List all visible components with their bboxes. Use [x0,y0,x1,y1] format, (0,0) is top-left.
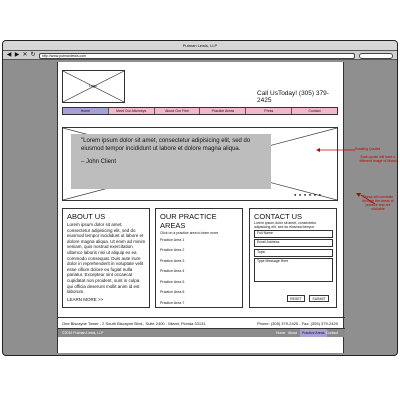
footer-address: One Biscayne Tower - 2 South Biscayne Blvd., Suite 2400 - Miami, Florida 33131 [62,321,206,326]
rotating-quotes-arrowhead [316,148,320,152]
about-text: Lorem ipsum dolor sit amet, consectetur adipisicing elit, sed do eiusmod tempor incididunt ut labore et dolore magna aliqua. Ut enim ad minim veniam, quis nostrud exercitation ullamco laboris nisi ut aliquip ex ea commodo consequat. Duis aute irure dolor in reprehenderit in voluptate velit esse cillum dolore eu fugiat nulla pariatur. Excepteur sint occaecat cupidatat non proident, sunt in culpa qui officia deserunt mollit anim id est laborum. [67,222,146,295]
nav-item-home[interactable]: Home [63,108,109,114]
contact-title: CONTACT US [254,212,303,221]
contact-subtitle: Lorem ipsum dolor sit amet, consectetur adipisicing elit, sed do eiusmod tempor [254,221,317,229]
annotation-arrows [3,41,398,356]
refresh-icon[interactable]: ↻ [30,52,36,58]
annotation-rotating-quotes: Rotating Quotes [355,147,381,151]
back-icon[interactable]: ◀ [6,52,12,58]
annotation-correlate: These will correlate through the areas of practice and are clickable [362,195,394,211]
practice-area-item[interactable]: Practice Area 1 [160,237,185,242]
nav-item-meet-our-attorneys[interactable]: Meet Our Attorneys [109,108,155,114]
quote-text: "Lorem ipsum dolor sit amet, consectetur adipisicing elit, sed do eiusmod tempor incididunt ut labore et dolore magna aliqua. [81,138,251,152]
practice-area-item[interactable]: Practice Area 5 [160,279,185,284]
browser-window [2,40,398,356]
email-field[interactable]: Email Address [254,239,333,247]
copyright-text: ©2015 Putman Lewis, LLP [62,331,104,335]
footer-link-home[interactable]: Home [276,331,286,335]
reset-button[interactable]: RESET [287,295,305,302]
quote-author: – John Client [81,159,117,165]
practice-areas-subtitle: Click on a practice area to learn more. [160,230,220,235]
nav-item-contact[interactable]: Contact [308,109,321,113]
practice-area-item[interactable]: Practice Area 6 [160,290,185,295]
call-us-phone: Call UsToday! (305) 379-2425 [257,90,329,104]
topic-field[interactable]: Topic [254,249,333,257]
logo-label: Logo [89,84,97,88]
practice-areas-title: OUR PRACTICE AREAS [160,212,217,230]
learn-more-link[interactable]: LEARN MORE >> [67,296,104,302]
annotation-each-quote: Each quote will have a different image of Miami [359,155,397,163]
practice-area-item[interactable]: Practice Area 2 [160,248,185,253]
message-field[interactable]: Type Message Here [254,258,333,282]
practice-area-item[interactable]: Practice Area 7 [160,301,185,306]
about-title: ABOUT US [67,212,106,221]
submit-button[interactable]: SUBMIT [309,295,329,302]
slider-dots[interactable]: ● ● ● ● ● ● [294,192,322,197]
footer-link-practice-areas[interactable]: Practice Areas [302,331,325,335]
nav-item-press[interactable]: Press [246,108,292,114]
practice-area-item[interactable]: Practice Area 4 [160,269,185,274]
footer-link-contact[interactable]: Contact [326,331,339,335]
nav-item-about-our-firm[interactable]: About Our Firm [155,108,201,114]
full-name-field[interactable]: Full Name [254,230,333,238]
practice-area-item[interactable]: Practice Area 3 [160,258,185,263]
url-input[interactable]: http://www.putmanlewis.com [39,53,355,59]
nav-item-practice-areas[interactable]: Practice Areas [200,108,246,114]
stop-icon[interactable]: ✕ [22,52,28,58]
footer-phone: Phone: (305) 379-2425 - Fax: (305) 379-2420 [257,321,338,326]
forward-icon[interactable]: ▶ [14,52,20,58]
footer-link-about[interactable]: About [288,331,298,335]
window-title: Putman Lewis, LLP [3,41,397,51]
